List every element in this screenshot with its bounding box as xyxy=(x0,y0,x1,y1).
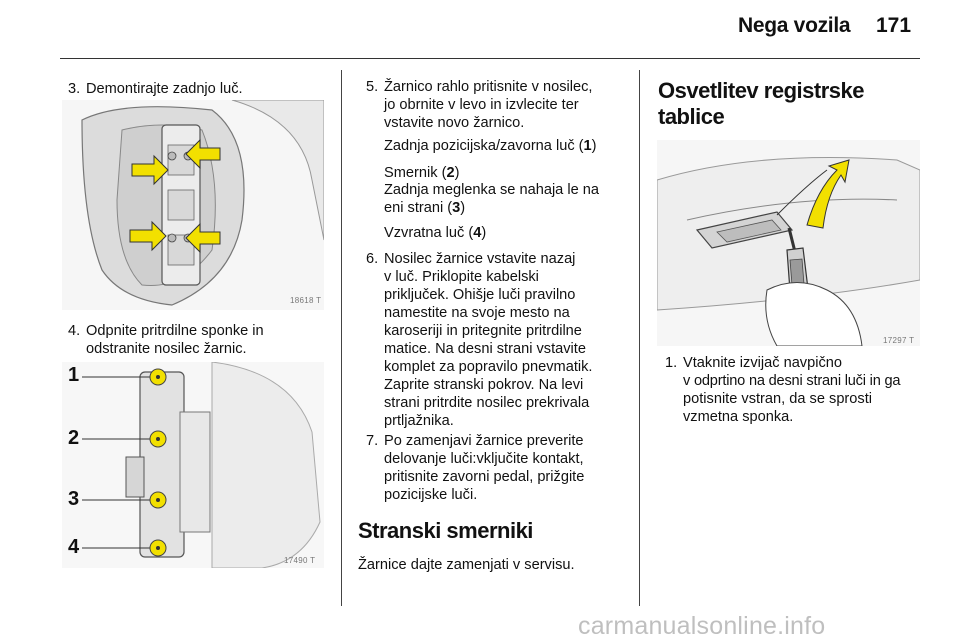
screwdriver-illustration xyxy=(657,140,920,346)
step-text-line: Zaprite stranski pokrov. Na levi xyxy=(384,377,584,393)
step-text-line: strani pritrdite nosilec prekrivala xyxy=(384,395,590,411)
page-header-title: Nega vozila xyxy=(738,14,851,37)
column-divider-1 xyxy=(341,70,342,606)
step-number: 1. xyxy=(665,355,678,371)
note-end: ) xyxy=(591,138,597,154)
step-text-line: v odprtino na desni strani luči in ga xyxy=(683,373,901,389)
step-text-line: priključek. Ohišje luči pravilno xyxy=(384,287,576,303)
bulb-note-3 xyxy=(384,181,599,217)
note-end: ) xyxy=(454,165,460,181)
note-text: Vzvratna luč ( xyxy=(384,225,474,241)
note-ref: 4 xyxy=(473,225,482,241)
step-text-line: jo obrnite v levo in izvlecite ter xyxy=(384,97,579,113)
step-text-line: Vtaknite izvijač navpično xyxy=(683,355,842,371)
step-number: 5. xyxy=(366,79,379,95)
bulb-note-4 xyxy=(384,224,486,242)
figure-code: 17297 T xyxy=(883,336,915,345)
step-number: 3. xyxy=(68,81,81,97)
watermark: carmanualsonline.info xyxy=(578,612,826,640)
step-text-line: Žarnico rahlo pritisnite v nosilec, xyxy=(384,79,593,95)
note-text: eni strani ( xyxy=(384,200,453,216)
figure-code: 18618 T xyxy=(290,296,322,305)
step-text-line: namestite na svoje mesto na xyxy=(384,305,570,321)
section-heading-side-indicators: Stranski smerniki xyxy=(358,518,533,543)
column-divider-2 xyxy=(639,70,640,606)
bulb-note-2 xyxy=(384,164,459,182)
step-text-line: Po zamenjavi žarnice preverite xyxy=(384,433,584,449)
callout-4: 4 xyxy=(68,536,80,558)
callout-3: 3 xyxy=(68,488,80,510)
taillight-illustration xyxy=(62,100,324,310)
step-text-line: pritisnite zavorni pedal, prižgite xyxy=(384,469,585,485)
taillight-removal-figure xyxy=(62,100,324,310)
step-text-line: pozicijske luči. xyxy=(384,487,478,503)
note-ref: 2 xyxy=(446,165,455,181)
note-text-line: Zadnja meglenka se nahaja le na xyxy=(384,182,600,198)
step-text-line: potisnite vstran, da se sprosti xyxy=(683,391,872,407)
step-text-line: vzmetna sponka. xyxy=(683,409,794,425)
note-end: ) xyxy=(481,225,487,241)
step-text-line: prtljažnika. xyxy=(384,413,454,429)
callout-2: 2 xyxy=(68,427,80,449)
section-heading-line: tablice xyxy=(658,104,725,129)
step-text-line: v luč. Priklopite kabelski xyxy=(384,269,539,285)
step-number: 4. xyxy=(68,323,81,339)
note-ref: 1 xyxy=(583,138,592,154)
header-rule xyxy=(60,58,920,59)
step-text: Demontirajte zadnjo luč. xyxy=(86,81,243,97)
bulb-holder-illustration xyxy=(62,362,324,568)
step-text-line: karoseriji in pritegnite pritrdilne xyxy=(384,323,582,339)
step-text-line: Odpnite pritrdilne sponke in xyxy=(86,323,264,339)
step-number: 7. xyxy=(366,433,379,449)
page-number: 171 xyxy=(876,14,912,37)
note-ref: 3 xyxy=(452,200,461,216)
step-text-line: vstavite novo žarnico. xyxy=(384,115,525,131)
note-text: Zadnja pozicijska/zavorna luč ( xyxy=(384,138,584,154)
bulb-holder-figure xyxy=(62,362,324,568)
step-text-line: matice. Na desni strani vstavite xyxy=(384,341,586,357)
step-text-line: komplet za popravilo pnevmatik. xyxy=(384,359,593,375)
step-text-line: delovanje luči:vključite kontakt, xyxy=(384,451,584,467)
note-end: ) xyxy=(460,200,466,216)
bulb-note-1 xyxy=(384,137,597,155)
step-text-line: Nosilec žarnice vstavite nazaj xyxy=(384,251,576,267)
section-heading-line: Osvetlitev registrske xyxy=(658,78,864,103)
figure-code: 17490 T xyxy=(284,556,316,565)
section-paragraph: Žarnice dajte zamenjati v servisu. xyxy=(358,557,575,573)
note-text: Smernik ( xyxy=(384,165,447,181)
license-plate-light-figure xyxy=(657,140,920,346)
step-text-line: odstranite nosilec žarnic. xyxy=(86,341,247,357)
step-number: 6. xyxy=(366,251,379,267)
callout-1: 1 xyxy=(68,364,80,386)
